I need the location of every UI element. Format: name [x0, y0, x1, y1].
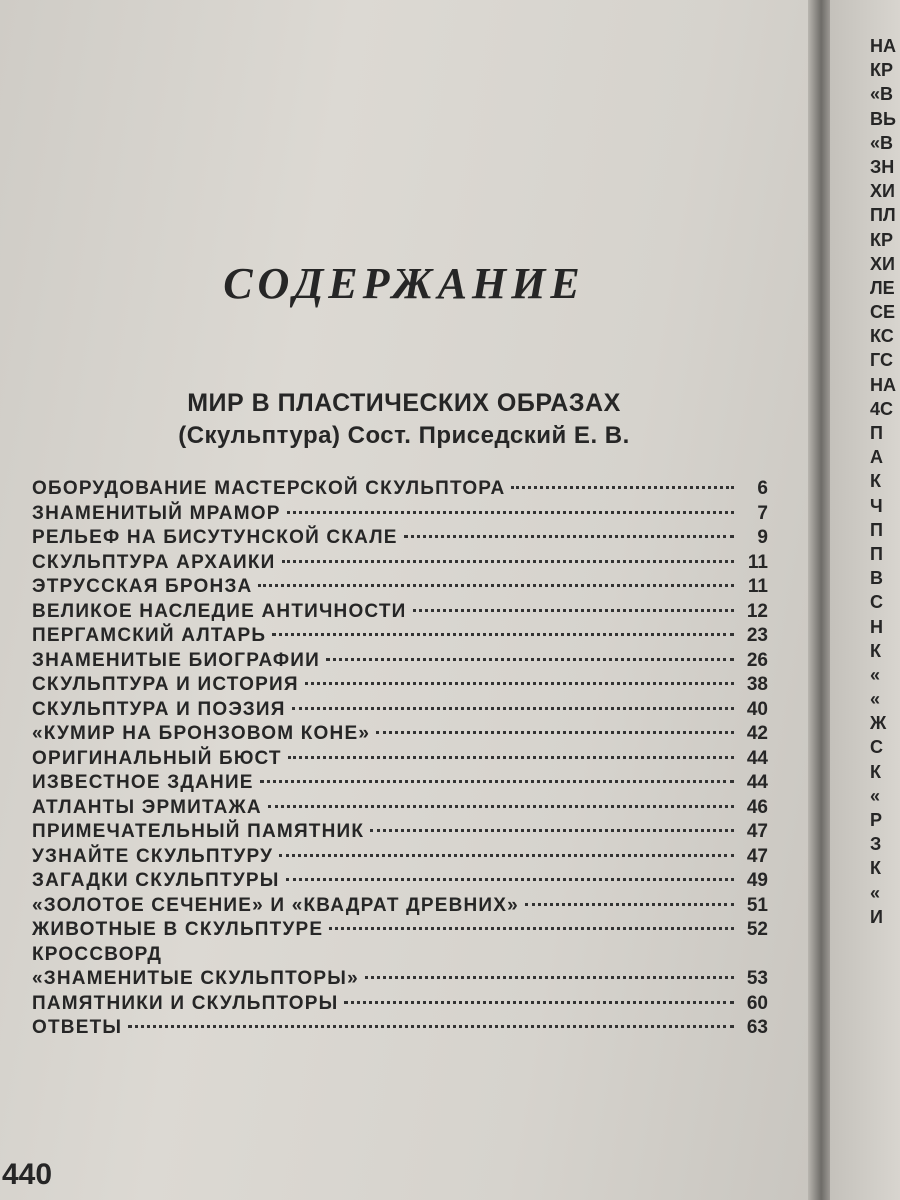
toc-entry-page: 63 — [746, 1017, 768, 1038]
toc-entry-title: ЖИВОТНЫЕ В СКУЛЬПТУРЕ — [32, 919, 324, 940]
toc-entry-title: ПРИМЕЧАТЕЛЬНЫЙ ПАМЯТНИК — [32, 821, 365, 842]
right-page-fragment: Р — [870, 810, 883, 830]
toc-entry-page: 60 — [746, 992, 768, 1014]
toc-entry-page: 44 — [746, 747, 768, 769]
toc-entry — [32, 527, 768, 552]
toc-leader-dots — [288, 756, 734, 759]
toc-leader-dots — [287, 511, 734, 514]
right-page-fragment: СЕ — [870, 302, 896, 323]
toc-entry-title: ЗНАМЕНИТЫЙ МРАМОР — [32, 502, 281, 524]
right-page-fragment: КР — [870, 229, 893, 250]
right-page-fragment: « — [870, 689, 881, 710]
toc-leader-dots — [326, 658, 734, 661]
toc-entry-page: 47 — [746, 821, 768, 842]
right-page-fragment: К — [870, 640, 881, 661]
right-page-fragment: С — [870, 737, 883, 758]
toc-leader-dots — [365, 976, 734, 979]
toc-entry-page: 44 — [746, 772, 768, 793]
toc-entry-title: «ЗОЛОТОЕ СЕЧЕНИЕ» И «КВАДРАТ ДРЕВНИХ» — [32, 894, 519, 916]
toc-entry-title: КРОССВОРД — [32, 943, 163, 965]
toc-entry-page: 26 — [746, 649, 768, 671]
right-page-fragment: КС — [870, 326, 894, 347]
right-page-fragment: В — [870, 568, 883, 589]
toc-entry-page: 51 — [746, 894, 768, 916]
toc-entry — [32, 552, 768, 577]
book-gutter — [808, 0, 830, 1200]
right-page-fragment: ПЛ — [870, 205, 896, 226]
toc-entry — [32, 919, 768, 944]
toc-entry — [32, 723, 768, 748]
toc-leader-dots — [268, 805, 734, 808]
toc-entry — [32, 870, 768, 895]
right-page-fragment: П — [870, 423, 883, 443]
toc-entry — [32, 478, 768, 503]
section-title: МИР В ПЛАСТИЧЕСКИХ ОБРАЗАХ — [187, 389, 621, 417]
toc-entry-title: ПАМЯТНИКИ И СКУЛЬПТОРЫ — [32, 992, 339, 1014]
right-page-fragment: « — [870, 664, 881, 685]
toc-entry-title: СКУЛЬПТУРА АРХАИКИ — [32, 551, 276, 573]
right-page-fragment: 4С — [870, 398, 894, 419]
toc-leader-dots — [404, 535, 734, 538]
toc-entry-title: ОРИГИНАЛЬНЫЙ БЮСТ — [32, 747, 282, 769]
right-page-fragment: А — [870, 447, 883, 468]
toc-entry — [32, 846, 768, 871]
toc-entry — [32, 993, 768, 1018]
right-page-fragment: ХИ — [870, 253, 895, 274]
toc-leader-dots — [370, 829, 734, 832]
toc-entry-page: 6 — [757, 478, 768, 499]
table-of-contents — [32, 478, 768, 1042]
toc-entry-title: СКУЛЬПТУРА И ПОЭЗИЯ — [32, 698, 286, 720]
toc-entry — [32, 968, 768, 993]
toc-leader-dots — [344, 1001, 734, 1004]
right-page-fragment: ХИ — [870, 181, 895, 202]
toc-entry — [32, 625, 768, 650]
right-page-fragment: « — [870, 785, 881, 806]
toc-entry-title: ВЕЛИКОЕ НАСЛЕДИЕ АНТИЧНОСТИ — [32, 600, 407, 622]
toc-leader-dots — [525, 903, 734, 906]
right-page-fragment: «В — [870, 84, 894, 105]
toc-leader-dots — [282, 560, 734, 563]
right-page-fragment: К — [870, 761, 881, 782]
toc-entry-title: ОТВЕТЫ — [32, 1017, 123, 1038]
toc-entry-page: 53 — [746, 968, 768, 989]
toc-entry — [32, 895, 768, 920]
toc-entry — [32, 576, 768, 601]
toc-entry-title: ОБОРУДОВАНИЕ МАСТЕРСКОЙ СКУЛЬПТОРА — [32, 478, 506, 499]
toc-entry-page: 11 — [747, 576, 768, 597]
right-page-fragment: ВЬ — [870, 108, 896, 129]
toc-entry-title: ПЕРГАМСКИЙ АЛТАРЬ — [32, 625, 267, 646]
toc-entry — [32, 601, 768, 626]
toc-entry — [32, 503, 768, 528]
toc-entry — [32, 944, 768, 969]
toc-entry — [32, 748, 768, 773]
toc-leader-dots — [292, 707, 734, 710]
toc-leader-dots — [511, 486, 734, 489]
toc-entry-title: АТЛАНТЫ ЭРМИТАЖА — [32, 796, 262, 818]
toc-entry-page: 11 — [747, 551, 768, 573]
toc-entry-page: 12 — [746, 600, 768, 622]
right-page-fragment: ЗН — [870, 156, 895, 177]
right-page-text — [870, 34, 896, 929]
right-page-fragment: Ч — [870, 495, 883, 516]
right-page-fragment: « — [870, 882, 881, 903]
right-page-fragment: ЛЕ — [870, 277, 895, 298]
right-page-fragment: И — [870, 906, 883, 927]
toc-entry-page: 46 — [746, 796, 768, 818]
toc-entry-page: 47 — [746, 845, 768, 867]
toc-entry-title: «КУМИР НА БРОНЗОВОМ КОНЕ» — [32, 723, 371, 744]
right-page-fragment: ГС — [870, 350, 893, 371]
toc-entry-page: 52 — [746, 919, 768, 940]
toc-entry-title: ЗНАМЕНИТЫЕ БИОГРАФИИ — [32, 649, 321, 671]
toc-entry-title: «ЗНАМЕНИТЫЕ СКУЛЬПТОРЫ» — [32, 968, 359, 989]
page-number: 440 — [2, 1158, 53, 1191]
toc-entry-title: РЕЛЬЕФ НА БИСУТУНСКОЙ СКАЛЕ — [32, 527, 398, 548]
toc-entry-page: 9 — [757, 527, 768, 548]
toc-entry — [32, 1017, 768, 1042]
toc-entry-title: ЗАГАДКИ СКУЛЬПТУРЫ — [32, 870, 280, 891]
right-page-fragment: К — [870, 471, 881, 492]
toc-entry — [32, 772, 768, 797]
toc-entry-page: 40 — [746, 698, 768, 720]
toc-entry — [32, 699, 768, 724]
right-page-fragment: «В — [870, 132, 894, 153]
right-page-fragment: Н — [870, 616, 883, 637]
right-page-fragment: С — [870, 592, 883, 613]
toc-entry-page: 42 — [746, 723, 768, 744]
right-page-fragment: П — [870, 519, 883, 540]
toc-leader-dots — [329, 927, 734, 930]
right-page-fragment: НА — [870, 374, 896, 395]
toc-entry-title: ЭТРУССКАЯ БРОНЗА — [32, 576, 253, 597]
toc-entry-page: 38 — [746, 674, 768, 695]
toc-entry — [32, 797, 768, 822]
toc-entry — [32, 674, 768, 699]
toc-entry-title: СКУЛЬПТУРА И ИСТОРИЯ — [32, 674, 299, 695]
toc-entry-title: ИЗВЕСТНОЕ ЗДАНИЕ — [32, 772, 254, 793]
right-page-fragment: Ж — [870, 713, 887, 734]
toc-leader-dots — [413, 609, 734, 612]
toc-leader-dots — [260, 780, 734, 783]
toc-leader-dots — [279, 854, 734, 857]
right-page-fragment: З — [870, 834, 882, 855]
toc-leader-dots — [286, 878, 734, 881]
right-page-fragment: НА — [870, 36, 896, 56]
toc-entry-title: УЗНАЙТЕ СКУЛЬПТУРУ — [32, 845, 274, 867]
toc-entry-page: 23 — [746, 625, 768, 646]
right-page-fragment: КР — [870, 60, 893, 81]
book-page-right — [830, 0, 900, 1200]
toc-leader-dots — [376, 731, 734, 734]
toc-leader-dots — [272, 633, 734, 636]
right-page-fragment: К — [870, 858, 881, 879]
toc-leader-dots — [128, 1025, 734, 1028]
toc-leader-dots — [258, 584, 734, 587]
right-page-fragment: П — [870, 543, 883, 564]
toc-entry — [32, 650, 768, 675]
contents-heading: СОДЕРЖАНИЕ — [223, 259, 585, 308]
toc-entry-page: 49 — [746, 870, 768, 891]
section-subtitle: (Скульптура) Сост. Приседский Е. В. — [178, 422, 630, 449]
toc-leader-dots — [305, 682, 734, 685]
toc-entry — [32, 821, 768, 846]
toc-entry-page: 7 — [757, 502, 768, 524]
